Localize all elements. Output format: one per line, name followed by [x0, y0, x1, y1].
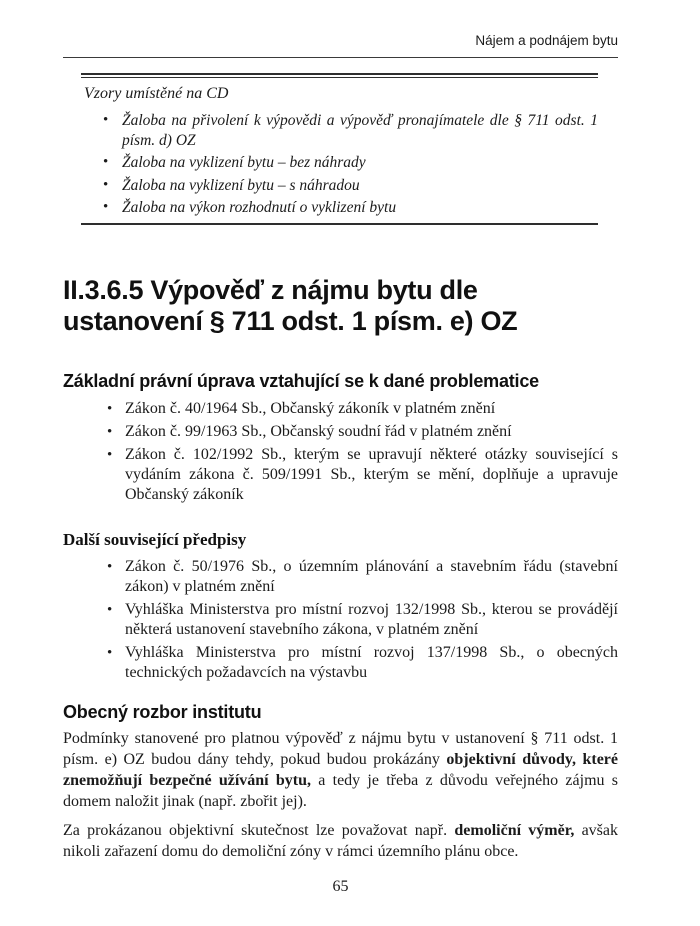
cd-box-list [81, 111, 598, 218]
list-item: • Vyhláška Ministerstva pro místní rozvoj 132/1998 Sb., kterou se provádějí některá ustanovení stavebního zákona, v platném znění [63, 600, 618, 640]
list-item: • Zákon č. 40/1964 Sb., Občanský zákoník v platném znění [63, 399, 618, 419]
cd-box-title: Vzory umístěné na CD [84, 85, 229, 102]
analysis-paragraph-2 [63, 820, 618, 862]
cd-box-item: • Žaloba na vyklizení bytu – s náhradou [81, 176, 598, 196]
legal-basis-list [63, 399, 618, 505]
section-heading-related-regulations: Další související předpisy [63, 529, 247, 549]
box-bottom-rule [81, 223, 598, 225]
paragraph-text: avšak nikoli zařazení domu do demoliční zóny v rámci územního plánu obce. [63, 821, 619, 860]
cd-box-item: • Žaloba na vyklizení bytu – bez náhrady [81, 153, 598, 173]
chapter-heading-line-1: II.3.6.5 Výpověď z nájmu bytu dle [63, 274, 478, 305]
page-number: 65 [332, 878, 349, 895]
cd-box-item: • Žaloba na výkon rozhodnutí o vyklizení bytu [81, 198, 598, 218]
list-item: • Vyhláška Ministerstva pro místní rozvoj 137/1998 Sb., o obecných technických požadavcích na výstavbu [63, 643, 618, 683]
box-top-double-rule [81, 73, 598, 78]
cd-box-item: • Žaloba na přivolení k výpovědi a výpověď pronajímatele dle § 711 odst. 1 písm. d) OZ [81, 111, 598, 150]
running-header: Nájem a podnájem bytu [63, 33, 618, 58]
section-heading-legal-basis: Základní právní úprava vztahující se k dané problematice [63, 370, 539, 391]
list-item: • Zákon č. 99/1963 Sb., Občanský soudní řád v platném znění [63, 422, 618, 442]
chapter-heading-line-2: ustanovení § 711 odst. 1 písm. e) OZ [63, 305, 518, 336]
cd-samples-box [81, 73, 598, 225]
paragraph-text: Podmínky stanovené pro platnou výpověď z nájmu bytu v ustanovení § 711 odst. 1 písm. e) OZ budou dány tehdy, pokud budou prokázány [63, 729, 618, 768]
section-heading-analysis: Obecný rozbor institutu [63, 701, 262, 722]
chapter-heading [63, 275, 618, 337]
paragraph-text: Za prokázanou objektivní skutečnost lze považovat např. [63, 821, 455, 839]
related-regulations-list [63, 557, 618, 683]
paragraph-text: a tedy je třeba z důvodu veřejného zájmu s domem naložit jinak (např. zbořit jej). [63, 771, 619, 810]
list-item: • Zákon č. 50/1976 Sb., o územním plánování a stavebním řádu (stavební zákon) v platném znění [63, 557, 618, 597]
paragraph-bold-text: demoliční výměr, [454, 821, 575, 839]
list-item: • Zákon č. 102/1992 Sb., kterým se upravují některé otázky související s vydáním zákona č. 509/1991 Sb., kterým se mění, doplňuje a upravuje Občanský zákoník [63, 445, 618, 505]
analysis-paragraph-1 [63, 728, 618, 812]
paragraph-bold-text: objektivní důvody, které znemožňují bezpečné užívání bytu, [63, 750, 619, 789]
